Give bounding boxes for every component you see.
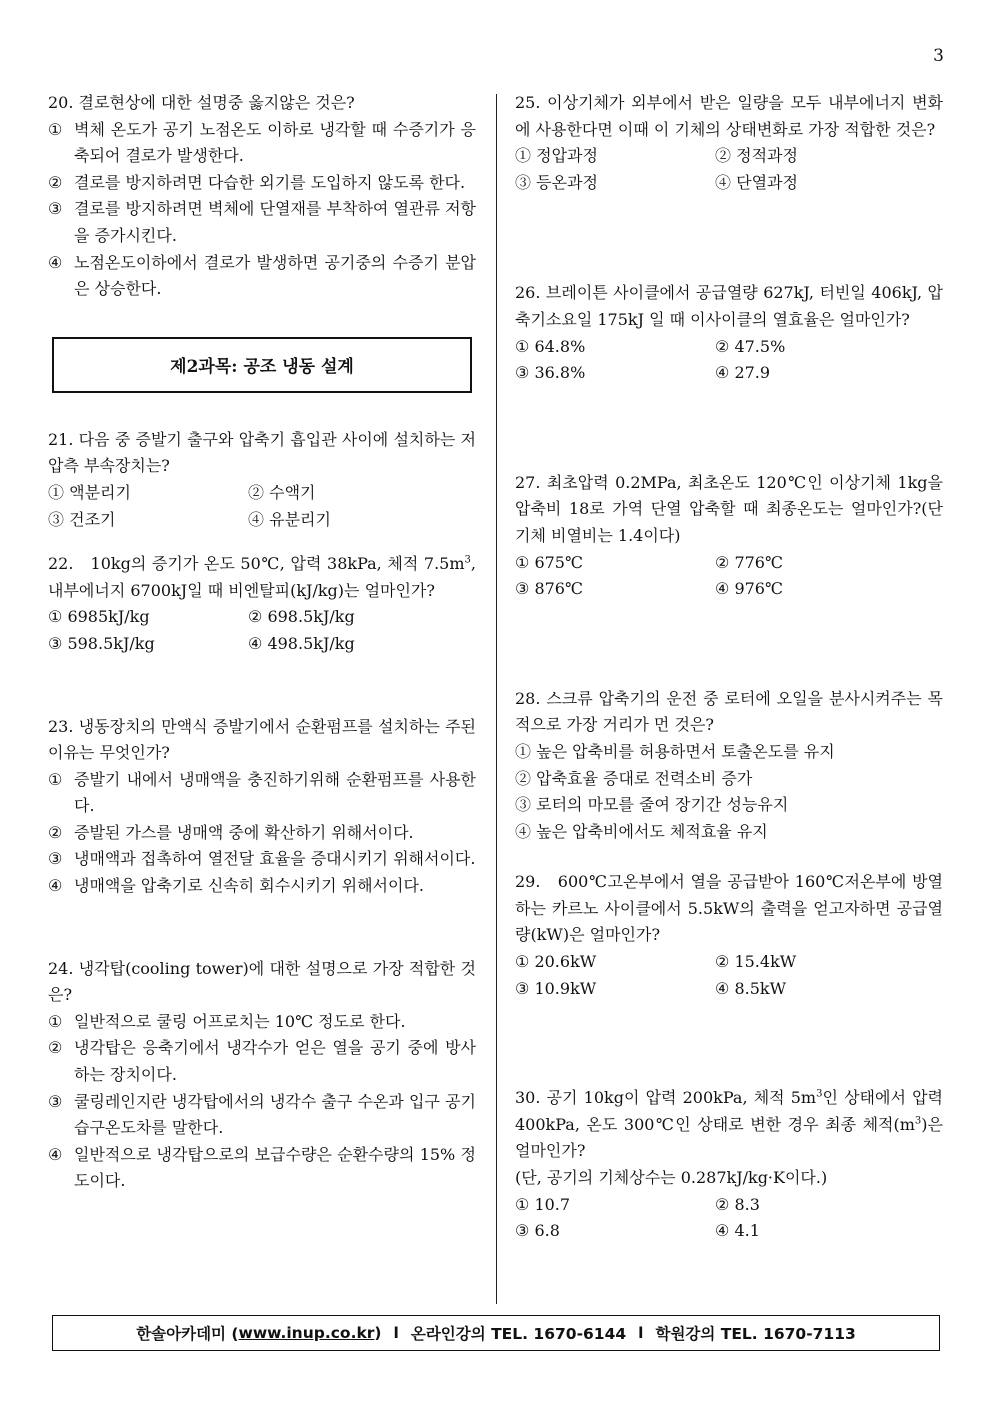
option: ① 정압과정: [515, 146, 598, 166]
online-phone: 온라인강의 TEL. 1670-6144: [410, 1325, 627, 1343]
question-22: [48, 551, 476, 657]
option: ① 6985kJ/kg: [48, 607, 150, 627]
question-stem: 25. 이상기체가 외부에서 받은 일량을 모두 내부에너지 변화에 사용한다면 이때 이 기체의 상태변화로 가장 적합한 것은?: [515, 93, 943, 139]
question-21: [48, 427, 476, 533]
option: ③ 598.5kJ/kg: [48, 633, 155, 653]
option: ④ 498.5kJ/kg: [248, 633, 355, 653]
option: ① 액분리기: [48, 482, 131, 502]
option: ③ 876℃: [515, 579, 583, 599]
option-grid: [48, 604, 476, 657]
question-stem: 28. 스크류 압축기의 운전 중 로터에 오일을 분사시켜주는 목적으로 가장 거리가 먼 것은?: [515, 688, 943, 735]
academy-name-suffix: ): [374, 1324, 382, 1342]
footer-box: [52, 1315, 940, 1351]
option: ④ 냉매액을 압축기로 신속히 회수시키기 위해서이다.: [48, 876, 425, 896]
option: ④ 노점온도이하에서 결로가 발생하면 공기중의 수증기 분압은 상승한다.: [48, 252, 476, 299]
option: ② 냉각탑은 응축기에서 냉각수가 얻은 열을 공기 중에 방사하는 장치이다.: [48, 1038, 476, 1085]
option: ③ 등온과정: [515, 172, 598, 192]
question-23: [48, 714, 476, 900]
option: ③ 36.8%: [515, 363, 586, 383]
option: ③ 로터의 마모를 줄여 장기간 성능유지: [515, 795, 789, 815]
option: ④ 유분리기: [248, 509, 331, 529]
option: ① 10.7: [515, 1194, 571, 1214]
option: ② 776℃: [715, 552, 783, 572]
option: ③ 쿨링레인지란 냉각탑에서의 냉각수 출구 수온과 입구 공기 습구온도차를 말한다.: [48, 1091, 476, 1138]
option-grid: [515, 334, 943, 387]
question-stem: 24. 냉각탑(cooling tower)에 대한 설명으로 가장 적합한 것은?: [48, 958, 476, 1005]
option-grid: [48, 480, 476, 533]
question-20: [48, 90, 476, 303]
academy-name: 한솔아카데미 (: [136, 1325, 239, 1343]
question-stem: 21. 다음 중 증발기 출구와 압축기 흡입관 사이에 설치하는 저압측 부속장치는?: [48, 429, 476, 476]
option: ③ 결로를 방지하려면 벽체에 단열재를 부착하여 열관류 저항을 증가시킨다.: [48, 199, 476, 245]
option-grid: [515, 550, 943, 603]
option: ② 47.5%: [715, 336, 786, 356]
footer-separator: l: [638, 1324, 644, 1342]
option-grid: [515, 143, 943, 196]
option: ④ 높은 압축비에서도 체적효율 유지: [515, 821, 768, 841]
column-divider: [496, 94, 497, 1304]
question-26: [515, 280, 943, 386]
option: ③ 냉매액과 접촉하여 열전달 효율을 증대시키기 위해서이다.: [48, 849, 476, 869]
option: ③ 10.9kW: [515, 978, 597, 998]
option: ③ 건조기: [48, 509, 116, 529]
option: ② 수액기: [248, 482, 316, 502]
question-stem: 29. 600℃고온부에서 열을 공급받아 160℃저온부에 방열하는 카르노 사이클에서 5.5kW의 출력을 얻고자하면 공급열량(kW)은 얼마인가?: [515, 872, 943, 945]
footer-separator: l: [393, 1324, 399, 1342]
question-30: [515, 1085, 943, 1245]
question-stem: 26. 브레이튼 사이클에서 공급열량 627kJ, 터빈일 406kJ, 압축기소요일 175kJ 일 때 이사이클의 열효율은 얼마인가?: [515, 283, 943, 329]
question-24: [48, 956, 476, 1195]
question-27: [515, 470, 943, 603]
option: ② 결로를 방지하려면 다습한 외기를 도입하지 않도록 한다.: [48, 172, 466, 192]
option: ① 675℃: [515, 552, 583, 572]
question-note: (단, 공기의 기체상수는 0.287kJ/kg·K이다.): [515, 1168, 828, 1188]
question-28: [515, 686, 943, 846]
option: ② 698.5kJ/kg: [248, 607, 355, 627]
option: ② 정적과정: [715, 146, 798, 166]
option: ① 일반적으로 쿨링 어프로치는 10℃ 정도로 한다.: [48, 1011, 406, 1031]
option: ② 15.4kW: [715, 952, 797, 972]
option: ② 압축효율 증대로 전력소비 증가: [515, 768, 753, 788]
option: ④ 단열과정: [715, 172, 798, 192]
question-stem: 22. 10kg의 증기가 온도 50℃, 압력 38kPa, 체적 $7.5m^3$, 내부에너지 6700kJ일 때 비엔탈피(kJ/kg)는 얼마인가?: [48, 554, 476, 600]
option: ② 8.3: [715, 1194, 760, 1214]
option: ① 벽체 온도가 공기 노점온도 이하로 냉각할 때 수증기가 응축되어 결로가 발생한다.: [48, 119, 476, 166]
option: ④ 일반적으로 냉각탑으로의 보급수량은 순환수량의 15% 정도이다.: [48, 1144, 476, 1191]
question-stem: 30. 공기 10kg이 압력 200kPa, 체적 $5m^3$인 상태에서 압력 400kPa, 온도 300℃인 상태로 변한 경우 최종 체적$(m^3)$은 얼마인가?: [515, 1088, 943, 1161]
question-stem: 23. 냉동장치의 만액식 증발기에서 순환펌프를 설치하는 주된 이유는 무엇인가?: [48, 716, 476, 763]
option: ④ 976℃: [715, 579, 783, 599]
option: ② 증발된 가스를 냉매액 중에 확산하기 위해서이다.: [48, 822, 414, 842]
option: ① 64.8%: [515, 336, 586, 356]
question-stem: 27. 최초압력 0.2MPa, 최초온도 120℃인 이상기체 1kg을 압축비 18로 가역 단열 압축할 때 최종온도는 얼마인가?(단 기체 비열비는 1.4이다): [515, 472, 943, 545]
left-column: [48, 90, 476, 1195]
option: ④ 27.9: [715, 363, 771, 383]
page-number: 3: [933, 46, 944, 66]
question-29: [515, 869, 943, 1002]
section-title-box: 제2과목: 공조 냉동 설계: [52, 337, 472, 393]
option: ③ 6.8: [515, 1221, 560, 1241]
option: ① 높은 압축비를 허용하면서 토출온도를 유지: [515, 741, 835, 761]
option: ① 증발기 내에서 냉매액을 충진하기위해 순환펌프를 사용한다.: [48, 769, 476, 816]
academy-link[interactable]: www.inup.co.kr: [238, 1324, 375, 1342]
right-column: [515, 90, 943, 1245]
question-25: [515, 90, 943, 196]
option: ④ 4.1: [715, 1221, 760, 1241]
option-grid: [515, 1192, 943, 1245]
question-stem: 20. 결로현상에 대한 설명중 옳지않은 것은?: [48, 93, 355, 112]
option-grid: [515, 949, 943, 1002]
option: ① 20.6kW: [515, 952, 597, 972]
option: ④ 8.5kW: [715, 978, 787, 998]
offline-phone: 학원강의 TEL. 1670-7113: [655, 1325, 856, 1343]
